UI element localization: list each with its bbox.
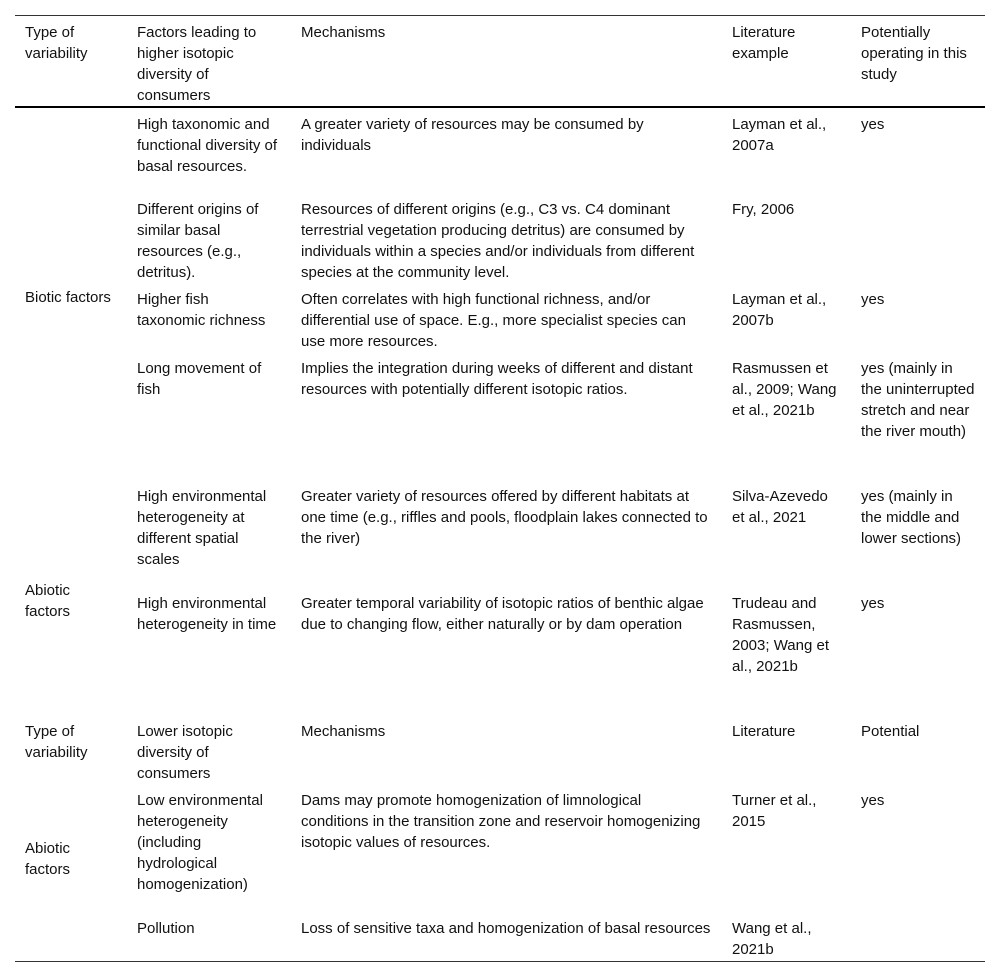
isotopic-diversity-table (15, 15, 985, 962)
table-row (15, 107, 985, 193)
group-label-biotic: Biotic factors (25, 288, 111, 306)
cell-potential: yes (mainly in the middle and lower sections) (861, 488, 962, 547)
cell-factor: Long movement of fish (137, 360, 262, 398)
table-header-row (15, 16, 985, 108)
cell-potential: yes (861, 595, 885, 612)
group-label-abiotic-high: Abiotic factors (25, 581, 71, 620)
cell-potential: yes (861, 291, 885, 308)
header-factors: Factors leading to higher isotopic diversity of consumers (137, 24, 257, 104)
cell-potential (851, 193, 985, 283)
cell-factor: Different origins of similar basal resources (e.g., detritus). (137, 201, 259, 281)
cell-mechanism: A greater variety of resources may be consumed by individuals (301, 116, 644, 154)
table-row (15, 784, 985, 912)
cell-potential: yes (861, 116, 885, 133)
header-literature: Literature example (732, 24, 796, 62)
cell-mechanism: Greater variety of resources offered by different habitats at one time (e.g., riffles and pools, floodplain lakes connected to the river) (301, 488, 708, 547)
cell-literature: Rasmussen et al., 2009; Wang et al., 2021b (732, 360, 837, 419)
table-row (15, 193, 985, 283)
subheader-mechanisms: Mechanisms (301, 723, 386, 740)
header-mechanisms: Mechanisms (301, 24, 386, 41)
cell-potential: yes (mainly in the uninterrupted stretch and near the river mouth) (861, 360, 975, 440)
table-row (15, 352, 985, 480)
cell-factor: Low environmental heterogeneity (including hydrological homogenization) (137, 792, 263, 893)
table-subheader-row (15, 715, 985, 784)
cell-mechanism: Dams may promote homogenization of limnological conditions in the transition zone and reservoir homogenizing isotopic values of resources. (301, 792, 701, 851)
cell-factor: High taxonomic and functional diversity of basal resources. (137, 116, 278, 175)
subheader-literature: Literature (732, 723, 796, 740)
cell-mechanism: Resources of different origins (e.g., C3 vs. C4 dominant terrestrial vegetation producing detritus) are consumed by individuals within a species and/or individuals from different species at the community level. (301, 201, 695, 281)
cell-literature: Fry, 2006 (732, 201, 795, 218)
table-row (15, 587, 985, 715)
header-potential: Potentially operating in this study (861, 24, 967, 83)
cell-mechanism: Often correlates with high functional richness, and/or differential use of space. E.g., more specialist species can use more resources. (301, 291, 686, 350)
cell-literature: Trudeau and Rasmussen, 2003; Wang et al., 2021b (732, 595, 830, 675)
cell-literature: Silva-Azevedo et al., 2021 (732, 488, 828, 526)
cell-literature: Wang et al., 2021b (732, 920, 812, 958)
subheader-potential: Potential (861, 723, 920, 740)
cell-factor: High environmental heterogeneity at different spatial scales (137, 488, 267, 568)
header-type: Type of variability (25, 24, 88, 62)
subheader-type: Type of variability (25, 723, 88, 761)
cell-mechanism: Loss of sensitive taxa and homogenization of basal resources (301, 920, 711, 937)
table-row (15, 912, 985, 961)
subheader-factors: Lower isotopic diversity of consumers (137, 723, 233, 782)
cell-potential: yes (861, 792, 885, 809)
cell-mechanism: Greater temporal variability of isotopic ratios of benthic algae due to changing flow, either naturally or by dam operation (301, 595, 704, 633)
cell-factor: High environmental heterogeneity in time (137, 595, 277, 633)
cell-factor: Pollution (137, 920, 195, 937)
table-row (15, 283, 985, 352)
table-row (15, 480, 985, 587)
group-label-abiotic-low: Abiotic factors (25, 840, 71, 878)
cell-potential (851, 912, 985, 961)
cell-literature: Layman et al., 2007b (732, 291, 827, 329)
cell-literature: Turner et al., 2015 (732, 792, 817, 830)
cell-factor: Higher fish taxonomic richness (137, 291, 266, 329)
cell-mechanism: Implies the integration during weeks of different and distant resources with potentially different isotopic ratios. (301, 360, 693, 398)
cell-literature: Layman et al., 2007a (732, 116, 827, 154)
